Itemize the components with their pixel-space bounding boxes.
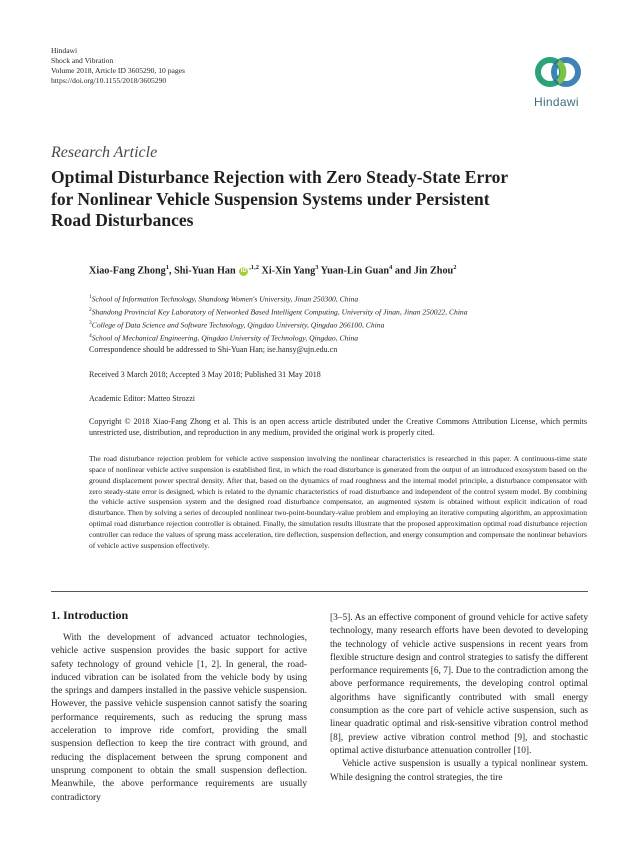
- publisher-name: Hindawi: [51, 46, 78, 55]
- affiliation-number: 3: [89, 320, 92, 327]
- affiliation-text: School of Information Technology, Shandong Women's University, Jinan 250300, China: [91, 294, 359, 304]
- affiliation: [89, 305, 468, 318]
- abstract: The road disturbance rejection problem for vehicle active suspension involving the nonlinear characteristics is researched in this paper. A continuous-time state space of nonlinear vehicle active suspension is established first, in which the road disturbance is generated from the output of an introduced exosystem based on the ground displacement power spectral density. After that, based on the dynamics of road roughness and the internal model principle, a disturbance compensator with zero steady-state error is designed, which is related to the dynamic characteristics of road disturbance and independent of the control system model. By combining the vehicle active suspension system and the designed road disturbance compensator, an augmented system is obtained without explicit indication of road disturbance. Then by solving a series of decoupled nonlinear two-point-boundary-value problem and employing an iterative computing algorithm, an approximation optimal road disturbance rejection controller is obtained. Finally, the simulation results illustrate that the proposed approximation optimal road disturbance rejection controller can reduce the values of sprung mass acceleration, tire deflection, suspension deflection, and energy consumption and compensate the nonlinear behaviors of vehicle active suspension effectively.: [89, 454, 587, 550]
- body-column-right: [330, 612, 588, 785]
- author-name: Xiao-Fang Zhong: [89, 265, 166, 277]
- author-affiliation-number: 2: [453, 264, 457, 271]
- affiliation-number: 2: [89, 307, 92, 314]
- volume-line: Volume 2018, Article ID 3605290, 10 pages: [51, 66, 185, 75]
- section-divider: [51, 591, 588, 592]
- affiliation-text: School of Mechanical Engineering, Qingdao University of Technology, Qingdao, China: [91, 333, 359, 343]
- copyright-notice: Copyright © 2018 Xiao-Fang Zhong et al. This is an open access article distributed under the Creative Commons Attribution License, which permits unrestricted use, distribution, and reproduction in any medium, provided the original work is properly cited.: [89, 417, 587, 438]
- author-affiliation-number: ,1,2: [249, 264, 259, 271]
- correspondence: Correspondence should be addressed to Shi-Yuan Han; ise.hansy@ujn.edu.cn: [89, 345, 338, 354]
- author-affiliation-number: 4: [389, 264, 393, 271]
- author-list: Xiao-Fang Zhong$^1$, Shi-Yuan Han $iD^{,1,2}$ Xi-Xin Yang$^3$ Yuan-Lin Guan$^4$ and Jin Zhou$^2$: [89, 264, 457, 277]
- body-column-left: [51, 632, 307, 805]
- author-name: Xi-Xin Yang: [261, 265, 316, 277]
- paragraph: Vehicle active suspension is usually a typical nonlinear system. While designing the control strategies, the tire: [330, 759, 588, 783]
- article-type: Research Article: [51, 144, 158, 161]
- author-affiliation-number: 1: [165, 264, 169, 271]
- doi-link[interactable]: https://doi.org/10.1155/2018/3605290: [51, 76, 167, 85]
- orcid-icon[interactable]: iD: [240, 268, 247, 275]
- author-name: and Jin Zhou: [394, 265, 454, 277]
- author-affiliation-number: 3: [315, 264, 319, 271]
- section-heading: 1. Introduction: [51, 608, 129, 622]
- journal-meta: [51, 46, 185, 86]
- paragraph: With the development of advanced actuator technologies, vehicle active suspension provides the basic support for active safety technology of ground vehicle [1, 2]. In general, the road-induced vibration can be isolated from the vehicle body by using the springs and dampers installed in the passive vehicle suspension. However, the passive vehicle suspension cannot satisfy the soaring performance requirements, such as reducing the sprung mass acceleration to improve ride comfort, providing the small suspension deflection to keep the tire contract with ground, and reducing the displacement between the sprung component and unsprung component to obtain the small suspension deflection. Meanwhile, the above performance requirements are usually contradictory: [51, 633, 307, 803]
- author-name: Yuan-Lin Guan: [320, 265, 390, 277]
- affiliation: [89, 331, 468, 344]
- author-name: Shi-Yuan Han: [174, 265, 236, 277]
- affiliation-text: Shandong Provincial Key Laboratory of Networked Based Intelligent Computing, University of Jinan, Jinan 250022, China: [91, 307, 468, 317]
- paper-title: Optimal Disturbance Rejection with Zero Steady-State Error for Nonlinear Vehicle Suspension Systems under Persistent Road Disturbances: [51, 167, 508, 230]
- article-dates: Received 3 March 2018; Accepted 3 May 2018; Published 31 May 2018: [89, 370, 321, 379]
- affiliation: [89, 292, 468, 305]
- paragraph: [3–5]. As an effective component of ground vehicle for active safety technology, many research efforts have been devoted to developing the technology of vehicle active suspensions in recent years from flexible structure design and control strategies to satisfy the different performance requirements [6, 7]. Due to the contradiction among the above performance requirements, the developing control optimal algorithms have significantly contributed with small energy consumption as the core part of vehicle active suspension, such as linear quadratic optimal and risk-sensitive vibration control method [8], preview active vibration control method [9], and stochastic optimal active disturbance attenuation controller [10].: [330, 613, 588, 756]
- affiliation-number: 1: [89, 294, 92, 300]
- logo-text: Hindawi: [534, 95, 579, 109]
- affiliation-number: 4: [89, 333, 92, 340]
- academic-editor: Academic Editor: Matteo Strozzi: [89, 394, 195, 403]
- affiliations: [89, 292, 468, 344]
- journal-name: Shock and Vibration: [51, 56, 114, 65]
- affiliation: [89, 318, 468, 331]
- affiliation-text: College of Data Science and Software Technology, Qingdao University, Qingdao 266100, China: [91, 320, 385, 330]
